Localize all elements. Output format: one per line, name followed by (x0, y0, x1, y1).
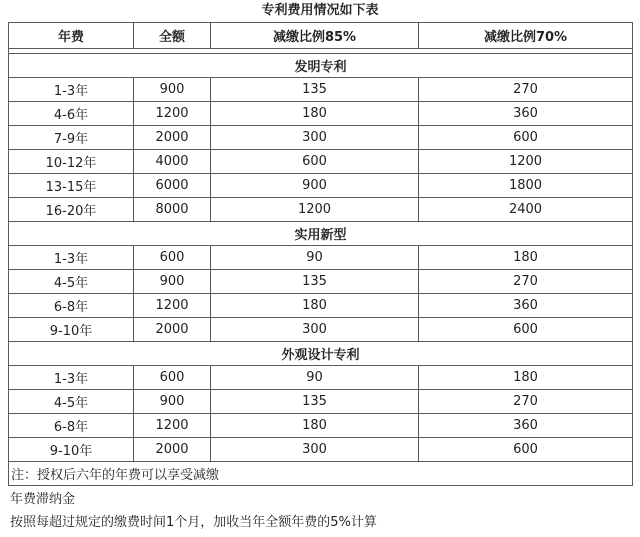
cell-full: 4000 (134, 150, 211, 174)
table-row (9, 150, 633, 174)
cell-years: 1-3年 (9, 78, 134, 102)
cell-full: 1200 (134, 294, 211, 318)
cell-85: 90 (211, 366, 419, 390)
cell-85: 135 (211, 390, 419, 414)
cell-70: 1800 (419, 174, 633, 198)
cell-full: 600 (134, 366, 211, 390)
table-row (9, 78, 633, 102)
header-row (9, 23, 633, 49)
cell-85: 300 (211, 126, 419, 150)
cell-years: 4-5年 (9, 390, 134, 414)
cell-years: 16-20年 (9, 198, 134, 222)
cell-full: 1200 (134, 414, 211, 438)
cell-full: 600 (134, 246, 211, 270)
section-label: 外观设计专利 (9, 342, 633, 366)
table-row (9, 366, 633, 390)
cell-85: 180 (211, 102, 419, 126)
cell-full: 900 (134, 390, 211, 414)
header-reduction-85: 减缴比例85% (211, 23, 419, 49)
table-row (9, 246, 633, 270)
cell-85: 1200 (211, 198, 419, 222)
patent-fee-table (8, 22, 633, 486)
cell-70: 270 (419, 78, 633, 102)
cell-85: 600 (211, 150, 419, 174)
table-row (9, 318, 633, 342)
cell-full: 1200 (134, 102, 211, 126)
cell-years: 1-3年 (9, 246, 134, 270)
table-row (9, 174, 633, 198)
section-label: 实用新型 (9, 222, 633, 246)
cell-85: 90 (211, 246, 419, 270)
cell-years: 4-6年 (9, 102, 134, 126)
section-header-design (9, 342, 633, 366)
cell-70: 360 (419, 102, 633, 126)
section-label: 发明专利 (9, 54, 633, 78)
cell-full: 2000 (134, 438, 211, 462)
cell-years: 9-10年 (9, 438, 134, 462)
cell-70: 2400 (419, 198, 633, 222)
cell-years: 1-3年 (9, 366, 134, 390)
cell-full: 8000 (134, 198, 211, 222)
cell-70: 600 (419, 438, 633, 462)
header-annual-fee: 年费 (9, 23, 134, 49)
cell-years: 6-8年 (9, 414, 134, 438)
cell-years: 9-10年 (9, 318, 134, 342)
note-text: 注：授权后六年的年费可以享受减缴 (9, 462, 633, 486)
header-reduction-70: 减缴比例70% (419, 23, 633, 49)
note-row (9, 462, 633, 486)
cell-years: 10-12年 (9, 150, 134, 174)
table-row (9, 438, 633, 462)
cell-70: 600 (419, 318, 633, 342)
late-fee-description: 按照每超过规定的缴费时间1个月，加收当年全额年费的5%计算 (10, 515, 377, 530)
header-full-amount: 全额 (134, 23, 211, 49)
cell-70: 270 (419, 390, 633, 414)
cell-full: 2000 (134, 126, 211, 150)
cell-85: 900 (211, 174, 419, 198)
cell-85: 180 (211, 294, 419, 318)
cell-70: 270 (419, 270, 633, 294)
table-row (9, 126, 633, 150)
cell-85: 135 (211, 270, 419, 294)
table-row (9, 102, 633, 126)
cell-full: 6000 (134, 174, 211, 198)
cell-years: 7-9年 (9, 126, 134, 150)
cell-full: 900 (134, 270, 211, 294)
cell-85: 300 (211, 438, 419, 462)
table-row (9, 414, 633, 438)
table-row (9, 198, 633, 222)
cell-years: 4-5年 (9, 270, 134, 294)
cell-years: 13-15年 (9, 174, 134, 198)
cell-70: 360 (419, 414, 633, 438)
cell-years: 6-8年 (9, 294, 134, 318)
cell-70: 600 (419, 126, 633, 150)
table-row (9, 294, 633, 318)
cell-70: 180 (419, 246, 633, 270)
late-fee-heading: 年费滞纳金 (10, 492, 76, 507)
section-header-invention (9, 54, 633, 78)
cell-85: 300 (211, 318, 419, 342)
cell-70: 1200 (419, 150, 633, 174)
section-header-utility-model (9, 222, 633, 246)
cell-70: 180 (419, 366, 633, 390)
table-title: 专利费用情况如下表 (261, 3, 379, 18)
table-row (9, 390, 633, 414)
cell-70: 360 (419, 294, 633, 318)
cell-85: 135 (211, 78, 419, 102)
cell-85: 180 (211, 414, 419, 438)
table-row (9, 270, 633, 294)
cell-full: 900 (134, 78, 211, 102)
cell-full: 2000 (134, 318, 211, 342)
